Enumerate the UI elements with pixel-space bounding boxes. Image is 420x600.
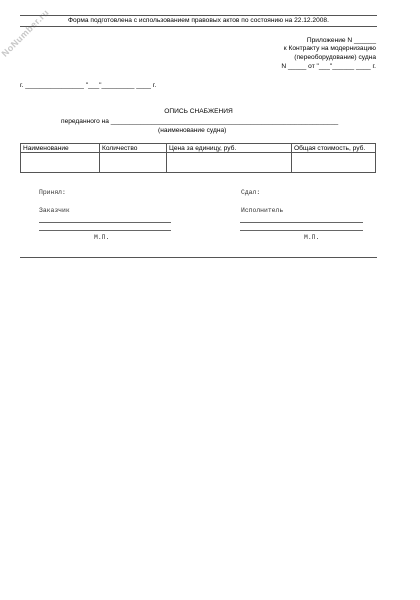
column-header-quantity: Количество	[100, 144, 167, 153]
bottom-rule	[20, 257, 377, 258]
table-cell	[21, 153, 100, 173]
contractor-label: Исполнитель	[241, 207, 284, 214]
header-note: Форма подготовлена с использованием правовых актов по состоянию на 22.12.2008.	[68, 17, 329, 24]
transferred-to-line: переданного на ______________________________________________________________	[61, 118, 339, 125]
seal-right: М.П.	[304, 234, 320, 241]
customer-signature-line	[39, 222, 171, 223]
top-rule	[20, 15, 377, 16]
appendix-refit: (переоборудование) судна	[294, 54, 376, 61]
table-row	[21, 153, 376, 173]
header-rule	[20, 26, 377, 27]
appendix-contract: к Контракту на модернизацию	[283, 45, 376, 52]
accepted-label: Принял:	[39, 189, 66, 196]
table-header-row	[21, 144, 376, 153]
watermark: NoNumber.ru	[0, 7, 51, 59]
table-cell	[167, 153, 292, 173]
contractor-signature-line	[240, 222, 363, 223]
ship-name-caption: (наименование судна)	[158, 127, 227, 134]
place-date-line: г. ________________ "___"_________ ____ г.	[20, 82, 157, 89]
supply-table	[20, 143, 376, 173]
document-title: ОПИСЬ СНАБЖЕНИЯ	[164, 108, 233, 115]
customer-label: Заказчик	[39, 207, 70, 214]
appendix-number: Приложение N ______	[306, 37, 376, 44]
column-header-total: Общая стоимость, руб.	[292, 144, 376, 153]
column-header-name: Наименование	[21, 144, 100, 153]
column-header-unit-price: Цена за единицу, руб.	[167, 144, 292, 153]
appendix-contract-number: N _____ от "___"______ ____ г.	[281, 63, 376, 70]
contractor-name-line	[240, 230, 363, 231]
table-cell	[100, 153, 167, 173]
delivered-label: Сдал:	[241, 189, 261, 196]
customer-name-line	[39, 230, 171, 231]
table-cell	[292, 153, 376, 173]
seal-left: М.П.	[94, 234, 110, 241]
